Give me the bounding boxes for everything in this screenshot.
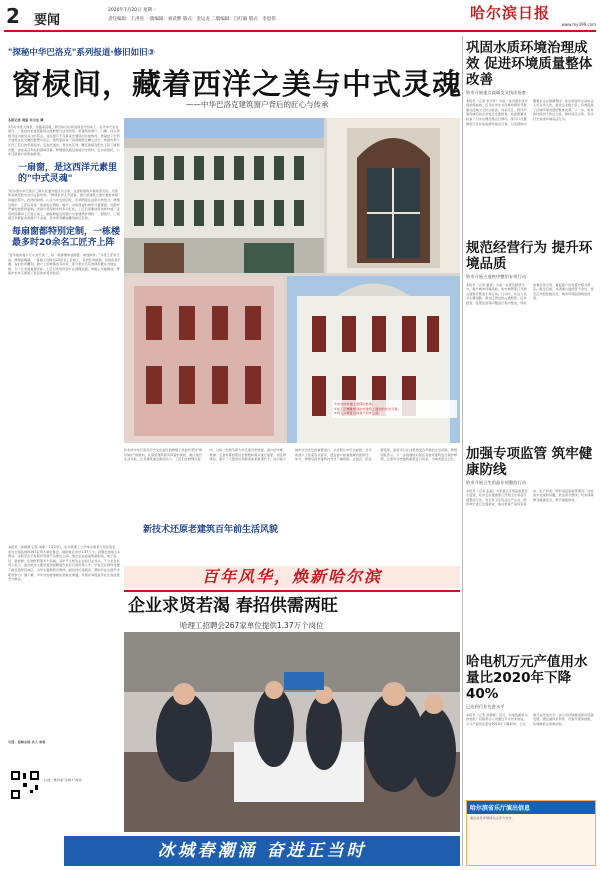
- subhead-3: 新技术还原老建筑百年前生活风貌: [140, 524, 281, 537]
- photo-caption-box: [332, 400, 457, 418]
- qr-label: 扫描二维码看"冰城+"视频: [44, 778, 82, 782]
- ad-title: 哈尔滨省乐厅演出信息: [467, 801, 595, 814]
- byline: 本报记者 周星 实习生 谭: [8, 118, 44, 122]
- story1-title: 巩固水质环境治理成效 促进环境质量整体改善: [466, 40, 593, 88]
- window-closeup-photo: [327, 118, 460, 273]
- main-subtitle: ——中华巴洛克建筑窗户背后的匠心与传承: [186, 100, 329, 109]
- lower-body-text: 哈尔滨中华巴洛克历史文化街区的修缮工作始终坚持"修旧如旧"的原则，在保留建筑原有风貌的同时，融入现代生活功能，让老建筑焕发新的活力。工匠们在修缮过程中，对每一处细节都力求还原历史原貌，窗户的木框、玻璃、五金件都按照历史图纸和照片进行复原。街区修缮后，吸引了大量市民和游客前来参观打卡，成为展示城市历史文化的重要窗口。从老照片中可以看到，当年的窗户上挂着各式窗帘，透过窗户能看到屋内的陈设。如今，修缮后的老建筑内开设了咖啡馆、文创店、民俗展馆等，游客可以在这里感受百年前的生活氛围。修缮团队表示，下一步将继续对街区其他老建筑进行保护修缮，让更多历史建筑重现昔日风采，为城市留住记忆。: [124, 448, 458, 462]
- qr-code-icon[interactable]: [10, 770, 40, 800]
- jobs-subtitle: 哈理工招聘会267家单位提供1.37万个岗位: [180, 621, 324, 630]
- job-fair-photo: [124, 632, 460, 832]
- bottom-slogan-text: 冰城春潮涌 奋进正当时: [157, 841, 367, 861]
- right-story-4: [466, 654, 596, 805]
- left-lower-text: [8, 545, 121, 735]
- story3-title: 加强专项监管 筑牢健康防线: [466, 446, 593, 478]
- ad-body: 演出信息详情请关注官方发布。: [470, 816, 515, 820]
- story4-body: 本报讯（记者 孙婷婷）近日，哈电集团哈尔滨电机厂有限责任公司通过节水技术改造，万元产值用水量较2020年下降40%，已达到行业先进水平。该公司持续推进绿色低碳发展，通过循环水利用、设备升级等措施，有效降低水资源消耗。: [466, 712, 594, 726]
- story3-sub: 哈市开展卫生用品专项整治行动: [466, 480, 527, 485]
- caption-1: ①中式的老楼上窗棂的装饰。: [334, 402, 376, 406]
- photo-collage: [124, 118, 460, 443]
- caption-3: ③同义兴修复后的窗户和外立面。: [334, 411, 382, 416]
- caption-2: ②在工匠精雕细刻的老建筑上遇到的中式元素。: [334, 406, 401, 411]
- story2-sub: 哈市开展占道秩序整治专项行动: [466, 274, 527, 279]
- footer-note: 右图：起舞全城 冰人 参观: [8, 740, 46, 744]
- story2-body: 本报讯（记者 董萱）为进一步规范经营行为，提升城市环境品质，哈市城管部门开展占道秩序整治专项行动。行动中，执法人员对主要街路、商业区周边的占道经营、店外经营、乱摆乱放等问题进行集中整治，同时加强宣传引导，督促商户自觉遵守相关规定。截至目前，共清理占道经营千余处，规范店外经营数百处，城市环境面貌明显改善。: [466, 282, 594, 305]
- slogan-banner: [124, 566, 460, 588]
- subhead-2: 每扇窗都特别定制，一栋楼最多时20余名工匠齐上阵: [12, 226, 121, 248]
- story4-title: 哈电机万元产值用水量比2020年下降40%: [466, 654, 588, 702]
- right-story-3: [466, 446, 596, 639]
- story4-sub: 已达到行业先进水平: [466, 704, 505, 709]
- slogan-text: 百年风华，焕新哈尔滨: [201, 567, 382, 586]
- section-name: 要闻: [34, 13, 61, 28]
- header-rule: [4, 30, 596, 32]
- building-photo-1: [124, 118, 324, 273]
- story3-body: 本报讯（记者 张晶）为加强卫生用品质量安全监管，哈市卫生健康部门开展卫生用品专项整治行动，对全市卫生用品生产企业、经营单位进行全面检查，重点检查产品标签标识、生产资质、原料进货查验等情况。对检查中发现的问题，依法责令整改，切实保障群众健康安全，筑牢健康防线。: [466, 488, 594, 507]
- story2-title: 规范经营行为 提升环境品质: [466, 240, 593, 272]
- kicker: "探秘中华巴洛克"系列报道·修旧如旧③: [8, 48, 155, 58]
- editor-line: 责任编辑：王洪亮 一版编辑：刘武晔 版式：金运龙 二版编辑：吕红毅 版式：李恩伟: [108, 17, 276, 22]
- masthead-logo: 哈尔滨日报: [469, 4, 550, 22]
- story1-body: 本报讯（记者 李学军）为进一步巩固水质环境治理成效，近日哈市生态环境局组织开展重点流域交叉执法检查，对松花江、阿什河等流域沿线企业进行全面排查。检查组重点检查了污水处理设施运行情况、排污口设置情况以及在线监测设备运行等，对发现的问题要求企业限期整改。此次检查共出动执法人员百余人次，检查企业数十家，有效促进了区域环境质量的整体改善。下一步，哈市将持续加大执法力度，保持高压态势，坚决打击各类环境违法行为。: [466, 98, 594, 126]
- site-url[interactable]: www.my399.com: [561, 22, 596, 27]
- page-number: 2: [6, 4, 20, 28]
- body-text-3: "百年前的窗户尺寸并不统一，每一扇都要单独测量、单独制作。"木作工匠老王说，修缮高峰期，一栋楼上同时有20余名工匠施工，有的负责拆卸，有的负责打磨，有的负责雕刻。窗户上的玻璃也有讲究，部分老式压花玻璃需要从外地定制。为了让老窗重现光彩，工匠们先用传统方法清理表面，再刷上多遍桐油，既保护木材又保留了原有的质感和色泽。: [8, 252, 121, 276]
- issue-date: 2020年7月20日 星期一: [108, 8, 157, 13]
- main-lower-text: [124, 448, 460, 566]
- body-text: 3月哈市进入春季，伴随着回暖，修旧如旧的改造项目纷纷动工。在中华巴洛克街区，一批批历史建筑陆续完成修缮与活化利用，老建筑的窗户、门楣、柱头等细节成为最受关注的亮点。这些窗户不仅是采光通风的功能构件，更凝结了中西方建筑文化交融的智慧与匠心。建筑里的每一扇窗都经过精心设计，体现出那个年代工匠们的审美追求。走进老道外，青砖灰瓦间，雕花窗棂在阳光下投下斑驳光影，讲述着百年前的商埠往事。修缮团队通过查阅历史资料、走访老居民，力求还原窗户的原始样貌。: [8, 124, 120, 157]
- building-photo-2: [124, 276, 284, 443]
- performance-ad[interactable]: [466, 800, 596, 866]
- story1-sub: 哈市开展重点流域交叉执法检查: [466, 90, 527, 95]
- jobs-headline: 企业求贤若渴 春招供需两旺: [128, 596, 338, 616]
- left-lower-body: 本报讯（孙婷婷 记者 刘新）7月23日，哈尔滨理工大学举办春季大型双选会，来自全国各地的267家用人单位参会，提供就业岗位1.37万个。招聘会现场人头攒动，求职学生手持简历穿梭于各展位之间。参会企业涵盖装备制造、电子信息、新能源、生物医药等多个领域，其中不乏知名企业和行业龙头。不少企业负责人表示，此次前来主要是希望招聘到专业对口的优秀人才。学校还在现场设置了就业指导咨询区，为学生提供简历修改、面试技巧等服务，帮助毕业生提升求职竞争力。据了解，今年该校将继续拓宽就业渠道，多措并举促进毕业生高质量充分就业。: [8, 545, 121, 582]
- column-divider: [462, 36, 463, 866]
- jobs-rule: [124, 590, 460, 592]
- main-headline: 窗棂间，藏着西洋之美与中式灵魂: [12, 67, 463, 101]
- bottom-slogan-banner: [64, 836, 460, 866]
- building-photo-3: [287, 276, 460, 443]
- right-story-2: [466, 240, 596, 433]
- right-story-1: [466, 40, 596, 254]
- body-text-2: "哈尔滨中华巴洛克三期以老道外街区为主体，这里的建筑外观是西式的，内部却是典型的中式四合院布局。"修缮负责人介绍说，窗户是建筑立面中最能体现风格的部分，西洋的拱券、山花与中式的回纹、花草图案在这里巧妙结合。修缮过程中，工匠们对每一扇窗进行测绘、编号，对能保留的构件尽量保留，对损坏严重的按原样复制。老窗户使用的木料多为红松，工匠们需要选用同样材质，采用传统榫卯工艺进行加工，确保修复后的窗户与原建筑协调统一。据统计，三期街区共修复各类窗户千余扇，其中带有精美雕刻的近百扇。: [8, 188, 120, 221]
- subhead-1: 一扇窗，是这西洋元素里的"中式灵魂": [18, 162, 118, 184]
- left-column-text: [8, 118, 121, 538]
